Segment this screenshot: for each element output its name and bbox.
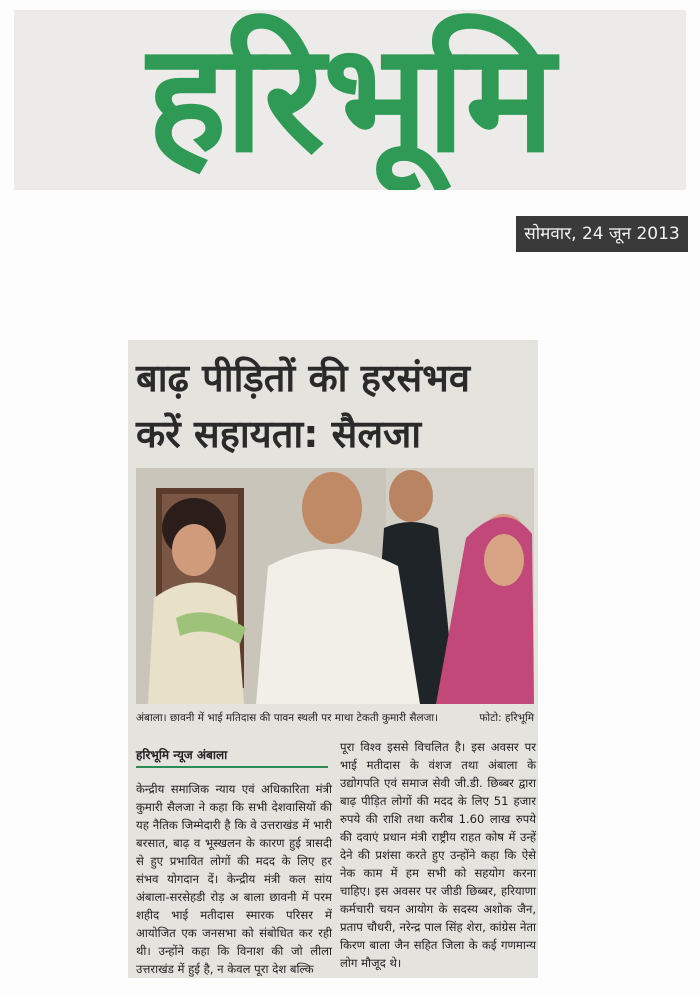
byline-rule <box>136 766 328 768</box>
masthead <box>14 10 686 190</box>
news-clipping <box>128 340 538 978</box>
photo-illustration <box>136 468 534 704</box>
photo-credit: फोटो: हरिभूमि <box>479 712 534 724</box>
photo-caption <box>136 708 534 728</box>
headline <box>136 350 530 462</box>
article-text-1: केन्द्रीय समाजिक न्याय एवं अधिकारिता मंत्री कुमारी सैलजा ने कहा कि सभी देशवासियों की यह नैतिक जिम्मेदारी है कि वे उत्तराखंड में भारी बरसात, बाढ़ व भूस्खलन के कारण हुई त्रासदी से हुए प्रभावित लोगों की मदद के लिए हर संभव योगदान दें। केन्द्रीय मंत्री कल सांय अंबाला-सरसेहडी रोड़ अ बाला छावनी में परम शहीद भाई मतीदास स्मारक परिसर में आयोजित एक जनसभा को संबोधित कर रही थी। उन्होंने कहा कि विनाश की जो लीला उत्तराखंड में हुई है, न केवल पूरा देश बल्कि <box>136 782 332 976</box>
article-text-2: पूरा विश्व इससे विचलित है। इस अवसर पर भाई मतीदास के वंशज तथा अंबाला के उद्योगपति एवं समाज सेवी जी.डी. छिब्बर द्वारा बाढ़ पीड़ित लोगों की मदद के लिए 51 हजार रुपये की राशि तथा करीब 1.60 लाख रुपये की दवाएं प्रधान मंत्री राष्ट्रीय राहत कोष में उन्हें देने की प्रशंसा करते हुए उन्होंने कहा कि ऐसे नेक काम में हम सभी को सहयोग करना चाहिए। इस अवसर पर जीडी छिब्बर, हरियाणा कर्मचारी चयन आयोग के सदस्य अशोक जैन, प्रताप चौधरी, नरेन्द्र पाल सिंह शेरा, कांग्रेस नेता किरण बाला जैन सहित जिला के कई गणमान्य लोग मौजूद थे। <box>340 740 536 970</box>
headline-line-1: बाढ़ पीड़ितों की हरसंभव <box>136 356 470 400</box>
news-photo <box>136 468 534 704</box>
dateline: सोमवार, 24 जून 2013 <box>516 216 688 252</box>
article-column-1 <box>136 780 332 978</box>
article-column-2 <box>340 738 536 972</box>
caption-text: अंबाला। छावनी में भाई मतिदास की पावन स्थली पर माथा टेकती कुमारी सैलजा। <box>136 712 439 724</box>
masthead-title: हरिभूमि <box>147 12 553 186</box>
byline: हरिभूमि न्यूज अंबाला <box>136 748 228 762</box>
headline-line-2: करें सहायता: सैलजा <box>136 412 422 456</box>
